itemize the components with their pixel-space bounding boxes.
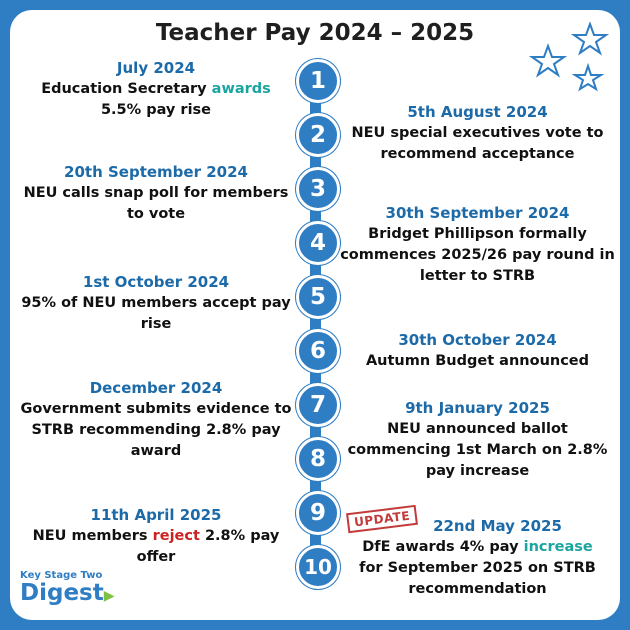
event-6 (340, 330, 615, 372)
event-date: 30th October 2024 (398, 331, 557, 349)
event-date: July 2024 (116, 59, 196, 77)
step-3-badge: 3 (296, 167, 340, 211)
event-5 (20, 272, 292, 335)
step-8-badge: 8 (296, 437, 340, 481)
step-10-badge: 10 (296, 545, 340, 589)
event-date: December 2024 (89, 379, 223, 397)
event-10 (340, 516, 615, 600)
step-9-badge: 9 (296, 491, 340, 535)
step-2-badge: 2 (296, 113, 340, 157)
event-highlight: increase (523, 539, 593, 555)
event-2 (340, 102, 615, 165)
step-1-badge: 1 (296, 59, 340, 103)
brand-logo (20, 570, 115, 608)
event-highlight: awards (211, 81, 271, 97)
brand-small-text: Key Stage Two (20, 570, 103, 581)
update-stamp: UPDATE (346, 505, 418, 533)
step-6-badge: 6 (296, 329, 340, 373)
event-3 (20, 162, 292, 225)
infographic-card (10, 10, 620, 620)
event-text: Government submits evidence to STRB recommending 2.8% pay award (20, 401, 292, 459)
event-text: 95% of NEU members accept pay rise (21, 295, 291, 332)
event-text (340, 537, 615, 600)
event-date: 11th April 2025 (90, 506, 222, 524)
brand-name (20, 581, 115, 608)
event-date: 22nd May 2025 (433, 517, 562, 535)
event-text-part: 5.5% pay rise (100, 102, 212, 118)
event-1 (20, 58, 292, 121)
event-text: NEU announced ballot commencing 1st March on 2.8% pay increase (347, 421, 608, 479)
event-date: 30th September 2024 (385, 204, 570, 222)
page-title: Teacher Pay 2024 – 2025 (155, 20, 475, 46)
step-7-badge: 7 (296, 383, 340, 427)
brand-name-text: Digest (20, 580, 104, 606)
event-8 (340, 398, 615, 482)
event-9 (20, 505, 292, 568)
step-4-badge: 4 (296, 221, 340, 265)
event-7 (20, 378, 292, 462)
step-5-badge: 5 (296, 275, 340, 319)
stars-icon (528, 22, 618, 102)
event-highlight: reject (152, 528, 200, 544)
event-date: 1st October 2024 (82, 273, 230, 291)
play-arrow-icon: ▶ (103, 588, 115, 604)
event-text (20, 526, 292, 568)
event-date: 20th September 2024 (64, 163, 248, 181)
event-text: Bridget Phillipson formally commences 2025/26 pay round in letter to STRB (340, 226, 615, 284)
event-text: Autumn Budget announced (365, 353, 590, 369)
event-4 (340, 203, 615, 287)
event-date: 9th January 2025 (405, 399, 550, 417)
event-text: NEU calls snap poll for members to vote (23, 185, 289, 222)
event-text: NEU special executives vote to recommend acceptance (351, 125, 604, 162)
event-text-part: DfE awards 4% pay (362, 539, 524, 555)
event-date: 5th August 2024 (407, 103, 548, 121)
event-text-part: for September 2025 on STRB recommendation (359, 560, 596, 597)
event-text-part: 2.8% pay offer (136, 528, 280, 565)
event-text-part: NEU members (32, 528, 153, 544)
event-text-part: Education Secretary (41, 81, 212, 97)
event-text (20, 79, 292, 121)
